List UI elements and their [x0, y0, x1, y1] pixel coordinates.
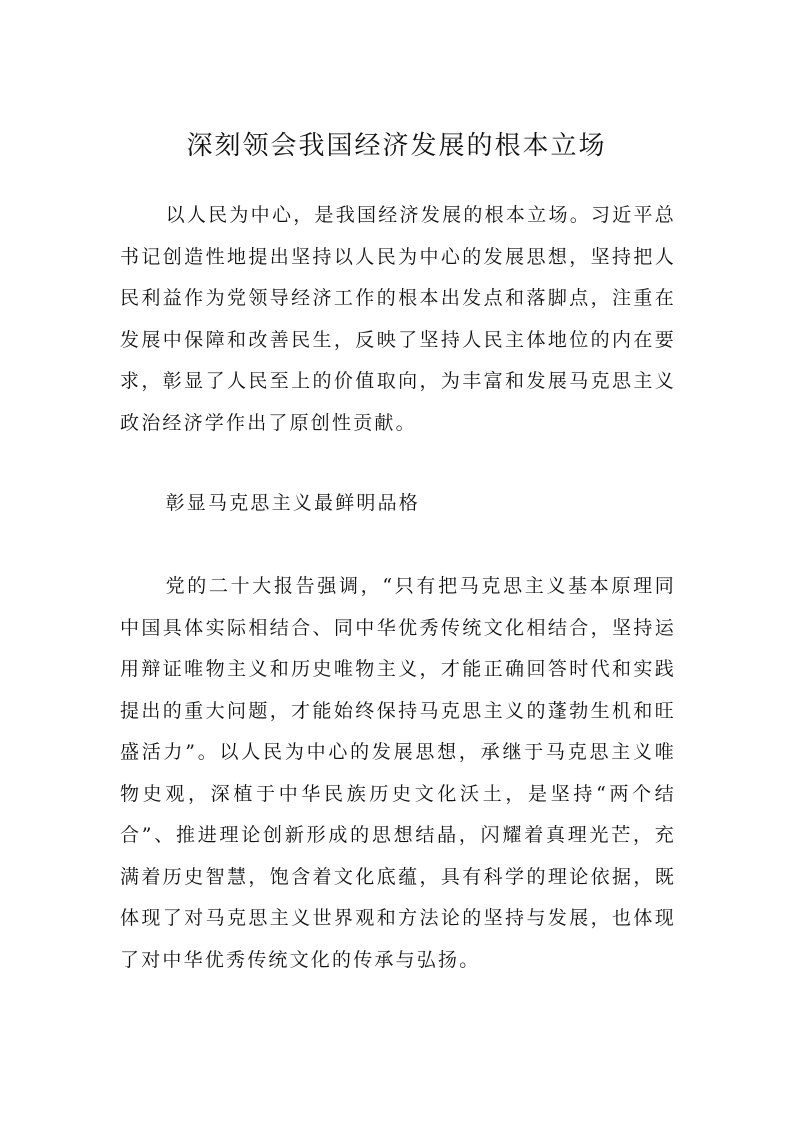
section-subheading: 彰显马克思主义最鲜明品格	[165, 492, 420, 514]
body-paragraph: 党的二十大报告强调，“只有把马克思主义基本原理同中国具体实际相结合、同中华优秀传统文化相结合，坚持运用辩证唯物主义和历史唯物主义，才能正确回答时代和实践提出的重大问题，才能始终保持马克思主义的蓬勃生机和旺盛活力”。以人民为中心的发展思想，承继于马克思主义唯物史观，深植于中华民族历史文化沃土，是坚持“两个结合”、推进理论创新形成的思想结晶，闪耀着真理光芒，充满着历史智慧，饱含着文化底蕴，具有科学的理论依据，既体现了对马克思主义世界观和方法论的坚持与发展，也体现了对中华优秀传统文化的传承与弘扬。	[120, 575, 676, 971]
document-title: 深刻领会我国经济发展的根本立场	[186, 131, 607, 161]
intro-paragraph: 以人民为中心，是我国经济发展的根本立场。习近平总书记创造性地提出坚持以人民为中心的发展思想，坚持把人民利益作为党领导经济工作的根本出发点和落脚点，注重在发展中保障和改善民生，反映了坚持人民主体地位的内在要求，彰显了人民至上的价值取向，为丰富和发展马克思主义政治经济学作出了原创性贡献。	[120, 204, 676, 434]
